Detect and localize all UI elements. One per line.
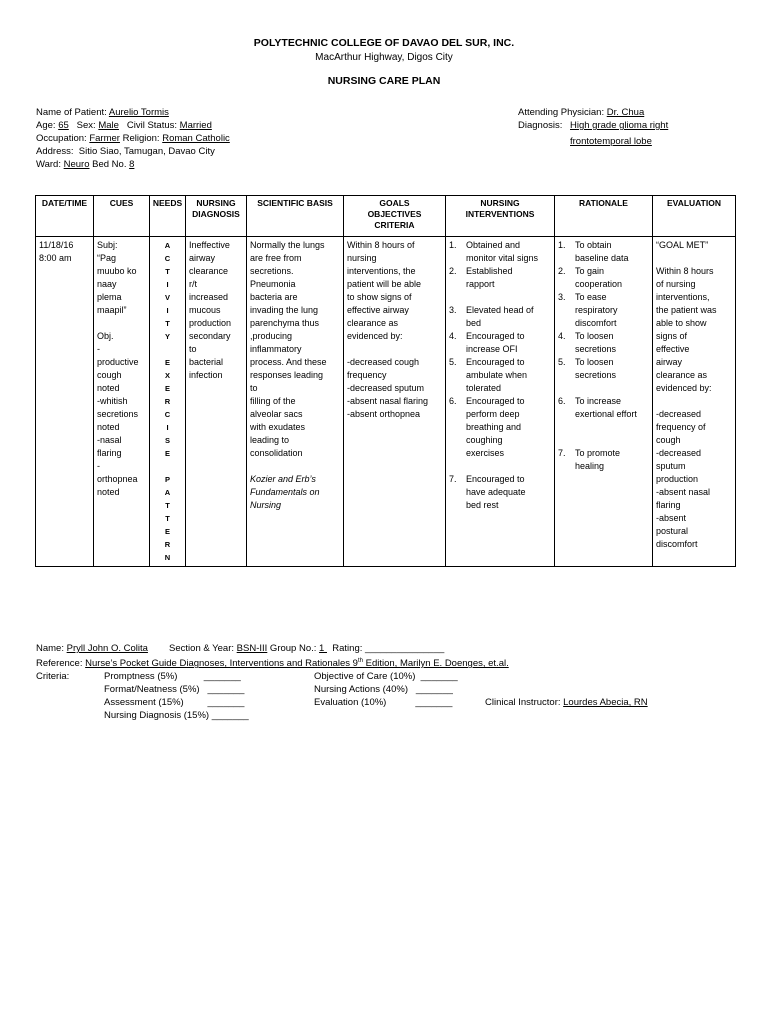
list-number: 7. bbox=[558, 448, 566, 458]
list-item bbox=[558, 291, 649, 330]
list-item bbox=[449, 473, 551, 512]
table-header-row bbox=[36, 196, 736, 237]
list-number: 6. bbox=[449, 396, 457, 406]
list-text bbox=[466, 265, 513, 291]
text-line: tolerated bbox=[466, 383, 502, 393]
list-text bbox=[466, 330, 525, 356]
text-line: noted bbox=[97, 422, 120, 432]
text-line: interventions, bbox=[656, 292, 710, 302]
text-line: nursing bbox=[347, 253, 377, 263]
label: Clinical Instructor: bbox=[485, 697, 564, 709]
text-line: infection bbox=[189, 370, 223, 380]
text-line: inflammatory bbox=[250, 344, 302, 354]
text-line: E bbox=[164, 449, 170, 458]
text-line: I bbox=[166, 306, 169, 315]
text-line: interventions, the bbox=[347, 266, 416, 276]
text-line: Elevated head of bbox=[466, 305, 534, 315]
header-datetime: DATE/TIME bbox=[36, 196, 94, 237]
header-needs: NEEDS bbox=[150, 196, 186, 237]
text-line: To ease bbox=[575, 292, 607, 302]
text-line: To loosen bbox=[575, 331, 614, 341]
text-line: airway bbox=[189, 253, 216, 263]
text-line: bed bbox=[466, 318, 482, 328]
text-line: -whitish bbox=[97, 396, 128, 406]
patient-occupation: Farmer bbox=[89, 133, 120, 144]
text-line bbox=[656, 252, 732, 265]
header-text: DIAGNOSIS bbox=[192, 209, 240, 219]
header-scientific-basis: SCIENTIFIC BASIS bbox=[247, 196, 344, 237]
header-interventions bbox=[446, 196, 555, 237]
list-text bbox=[466, 239, 538, 265]
label: Attending Physician: bbox=[518, 107, 607, 118]
text-line: productive bbox=[97, 357, 139, 367]
sci-basis-text bbox=[250, 239, 340, 460]
label: Age: bbox=[36, 120, 59, 131]
text-line: frequency bbox=[347, 370, 387, 380]
text-line: effective airway bbox=[347, 305, 409, 315]
sci-reference bbox=[250, 473, 340, 512]
reference-sup: th bbox=[357, 658, 363, 664]
text-line bbox=[153, 343, 182, 356]
text-line: perform deep bbox=[466, 409, 520, 419]
text-line: coughing bbox=[466, 435, 503, 445]
text-line: Subj: bbox=[97, 240, 118, 250]
list-item bbox=[558, 356, 649, 382]
text-line: noted bbox=[97, 383, 120, 393]
text-line: -decreased bbox=[656, 409, 702, 419]
text-line: C bbox=[164, 410, 171, 419]
cell-datetime bbox=[36, 237, 94, 567]
text-line: Ineffective bbox=[189, 240, 230, 250]
text-line: r/t bbox=[189, 279, 197, 289]
header-text: NURSING bbox=[480, 198, 520, 208]
cell-evaluation bbox=[653, 237, 736, 567]
text-line: frequency of bbox=[656, 422, 706, 432]
text-line: plema bbox=[97, 292, 122, 302]
list-item bbox=[558, 265, 649, 291]
text-line: Obtained and bbox=[466, 240, 521, 250]
cell-nursing-diagnosis bbox=[186, 237, 247, 567]
text-line: -decreased cough bbox=[347, 357, 420, 367]
text-line: bacterial bbox=[189, 357, 224, 367]
text-line bbox=[97, 317, 146, 330]
text-line: flaring bbox=[97, 448, 122, 458]
reference bbox=[85, 658, 509, 669]
text-line: effective bbox=[656, 344, 690, 354]
text-line: increase OFI bbox=[466, 344, 518, 354]
text-line: discomfort bbox=[575, 318, 617, 328]
text-line: To gain bbox=[575, 266, 605, 276]
list-text bbox=[575, 239, 629, 265]
text-line: S bbox=[164, 436, 170, 445]
list-number: 3. bbox=[558, 292, 566, 302]
rationale-list bbox=[558, 239, 649, 473]
list-text bbox=[575, 291, 618, 330]
list-number: 6. bbox=[558, 396, 566, 406]
text-line: alveolar sacs bbox=[250, 409, 303, 419]
document-header bbox=[0, 37, 768, 87]
text-line: -absent nasal bbox=[656, 487, 711, 497]
list-item bbox=[449, 239, 551, 265]
text-line: with exudates bbox=[250, 422, 306, 432]
text-line: cooperation bbox=[575, 279, 623, 289]
criteria-objective: Objective of Care (10%) _______ bbox=[314, 671, 458, 683]
text-line: discomfort bbox=[656, 539, 698, 549]
list-text bbox=[575, 265, 622, 291]
list-number: 2. bbox=[558, 266, 566, 276]
reference-line: Nursing bbox=[250, 500, 282, 510]
text-line: leading to bbox=[250, 435, 290, 445]
reference-text: Nurse’s Pocket Guide Diagnoses, Interventions and Rationales 9 bbox=[85, 658, 358, 670]
text-line: flaring bbox=[656, 500, 681, 510]
list-text bbox=[466, 304, 534, 330]
criteria-label: Criteria: bbox=[36, 671, 70, 683]
text-line: production bbox=[656, 474, 699, 484]
label: Rating: bbox=[326, 643, 366, 654]
text-line: R bbox=[164, 540, 171, 549]
text-line: - bbox=[97, 461, 100, 471]
list-text bbox=[575, 395, 637, 421]
text-line: T bbox=[165, 514, 170, 523]
header-nursing-diagnosis bbox=[186, 196, 247, 237]
patient-address: Sitio Siao, Tamugan, Davao City bbox=[78, 146, 215, 157]
list-number: 7. bbox=[449, 474, 457, 484]
text-line: E bbox=[164, 384, 170, 393]
patient-bed: 8 bbox=[129, 159, 135, 170]
text-line: postural bbox=[656, 526, 689, 536]
list-text bbox=[575, 447, 620, 473]
text-line: T bbox=[165, 319, 170, 328]
text-line: Within 8 hours bbox=[656, 266, 714, 276]
text-line: muubo ko bbox=[97, 266, 137, 276]
text-line: -nasal bbox=[97, 435, 122, 445]
list-number: 4. bbox=[558, 331, 566, 341]
reference-line: Kozier and Erb’s bbox=[250, 474, 316, 484]
text-line: Normally the lungs bbox=[250, 240, 325, 250]
text-line: respiratory bbox=[575, 305, 618, 315]
instructor-name: Lourdes Abecia, RN bbox=[563, 697, 648, 709]
text-line: -absent nasal flaring bbox=[347, 396, 429, 406]
list-item bbox=[558, 239, 649, 265]
header-evaluation: EVALUATION bbox=[653, 196, 736, 237]
text-line: “GOAL MET” bbox=[656, 240, 709, 250]
text-line: healing bbox=[575, 461, 605, 471]
text-line: patient will be able bbox=[347, 279, 422, 289]
text-line: clearance as bbox=[656, 370, 708, 380]
list-text bbox=[466, 473, 526, 512]
interventions-list bbox=[449, 239, 551, 512]
text-line: evidenced by: bbox=[656, 383, 712, 393]
text-line: sputum bbox=[656, 461, 686, 471]
text-line: ,producing bbox=[250, 331, 293, 341]
text-line: P bbox=[164, 475, 170, 484]
text-line: mucous bbox=[189, 305, 221, 315]
text-line: Established bbox=[466, 266, 513, 276]
clinical-instructor bbox=[485, 696, 648, 709]
group-number: 1 bbox=[319, 643, 327, 654]
text-line: Within 8 hours of bbox=[347, 240, 415, 250]
text-line bbox=[347, 343, 442, 356]
text-line: of nursing bbox=[656, 279, 696, 289]
rating-blank: _______________ bbox=[365, 643, 445, 654]
label: Name: bbox=[36, 643, 67, 654]
text-line: secretions bbox=[97, 409, 139, 419]
diagnosis-label: Diagnosis: bbox=[518, 120, 563, 131]
text-line: - bbox=[97, 344, 100, 354]
text-line: A bbox=[164, 241, 171, 250]
text-line: E bbox=[164, 527, 170, 536]
table-row bbox=[36, 237, 736, 567]
text-line: bacteria are bbox=[250, 292, 298, 302]
text-line: parenchyma thus bbox=[250, 318, 320, 328]
label: Section & Year: bbox=[147, 643, 237, 654]
patient-ward: Neuro bbox=[63, 159, 90, 170]
patient-religion: Roman Catholic bbox=[162, 133, 230, 144]
text-line: responses leading bbox=[250, 370, 324, 380]
text-line: C bbox=[164, 254, 171, 263]
text-line: are free from bbox=[250, 253, 302, 263]
text-line: to bbox=[189, 344, 197, 354]
text-line: secretions. bbox=[250, 266, 294, 276]
time-text: 8:00 am bbox=[39, 253, 72, 263]
text-line: Obj. bbox=[97, 331, 114, 341]
text-line: breathing and bbox=[466, 422, 522, 432]
label: Address: bbox=[36, 146, 79, 157]
physician-info bbox=[518, 106, 668, 150]
text-line: the patient was bbox=[656, 305, 717, 315]
text-line: rapport bbox=[466, 279, 495, 289]
header-text: CRITERIA bbox=[374, 220, 415, 230]
text-line: Encouraged to bbox=[466, 396, 525, 406]
text-line: E bbox=[164, 358, 170, 367]
list-number: 5. bbox=[449, 357, 457, 367]
text-line: A bbox=[164, 488, 171, 497]
text-line: exercises bbox=[466, 448, 505, 458]
diagnosis-line: High grade glioma right bbox=[570, 120, 669, 131]
text-line: secretions bbox=[575, 370, 617, 380]
header-text: INTERVENTIONS bbox=[465, 209, 535, 219]
text-line: X bbox=[164, 371, 170, 380]
reference-text: Edition, Marilyn E. Doenges, et.al. bbox=[362, 658, 509, 670]
footer bbox=[36, 642, 736, 722]
text-line: R bbox=[164, 397, 171, 406]
list-item bbox=[449, 265, 551, 291]
label: Ward: bbox=[36, 159, 64, 170]
text-line: -absent orthopnea bbox=[347, 409, 421, 419]
text-line: increased bbox=[189, 292, 229, 302]
text-line: secondary bbox=[189, 331, 231, 341]
cell-rationale bbox=[555, 237, 653, 567]
text-line: to show signs of bbox=[347, 292, 412, 302]
patient-name: Aurelio Tormis bbox=[108, 107, 169, 118]
patient-civil-status: Married bbox=[179, 120, 212, 131]
text-line: To promote bbox=[575, 448, 621, 458]
institution-name: POLYTECHNIC COLLEGE OF DAVAO DEL SUR, INC. bbox=[253, 37, 515, 49]
text-line: consolidation bbox=[250, 448, 303, 458]
text-line: “Pag bbox=[97, 253, 117, 263]
label: Group No.: bbox=[267, 643, 320, 654]
criteria-nursing-diagnosis: Nursing Diagnosis (15%) _______ bbox=[104, 710, 249, 722]
list-number: 1. bbox=[449, 240, 457, 250]
list-text bbox=[575, 356, 616, 382]
criteria-grid bbox=[36, 670, 736, 722]
text-line: baseline data bbox=[575, 253, 629, 263]
text-line: N bbox=[164, 553, 171, 562]
header-text: GOALS bbox=[379, 198, 410, 208]
text-line: monitor vital signs bbox=[466, 253, 539, 263]
care-plan-table bbox=[35, 195, 736, 567]
text-line: Encouraged to bbox=[466, 331, 525, 341]
label: Bed No. bbox=[89, 159, 130, 170]
list-number: 5. bbox=[558, 357, 566, 367]
text-line: I bbox=[166, 423, 169, 432]
list-number: 4. bbox=[449, 331, 457, 341]
cell-scientific-basis bbox=[247, 237, 344, 567]
text-line: To increase bbox=[575, 396, 622, 406]
list-number: 1. bbox=[558, 240, 566, 250]
label: Sex: bbox=[68, 120, 99, 131]
criteria-assessment: Assessment (15%) _______ bbox=[104, 697, 245, 709]
text-line: evidenced by: bbox=[347, 331, 403, 341]
label: Civil Status: bbox=[118, 120, 180, 131]
text-line: maapil” bbox=[97, 305, 127, 315]
text-line: Encouraged to bbox=[466, 474, 525, 484]
text-line bbox=[656, 395, 732, 408]
header-goals bbox=[344, 196, 446, 237]
list-number: 2. bbox=[449, 266, 457, 276]
text-line: signs of bbox=[656, 331, 688, 341]
text-line: V bbox=[164, 293, 170, 302]
text-line: Encouraged to bbox=[466, 357, 525, 367]
label: Reference: bbox=[36, 658, 86, 670]
text-line: airway bbox=[656, 357, 683, 367]
list-text bbox=[466, 356, 527, 395]
text-line: bed rest bbox=[466, 500, 499, 510]
text-line: cough bbox=[97, 370, 122, 380]
list-number: 3. bbox=[449, 305, 457, 315]
text-line: To loosen bbox=[575, 357, 614, 367]
text-line: To obtain bbox=[575, 240, 612, 250]
list-text bbox=[466, 395, 525, 460]
physician-name: Dr. Chua bbox=[606, 107, 645, 118]
cell-cues bbox=[94, 237, 150, 567]
section-year: BSN-III bbox=[236, 643, 268, 654]
text-line: clearance bbox=[189, 266, 229, 276]
text-line: secretions bbox=[575, 344, 617, 354]
text-line: T bbox=[165, 267, 170, 276]
list-item bbox=[449, 304, 551, 330]
text-line: noted bbox=[97, 487, 120, 497]
text-line: T bbox=[165, 501, 170, 510]
criteria-promptness: Promptness (5%) _______ bbox=[104, 671, 241, 683]
list-item bbox=[558, 395, 649, 421]
header-text: NURSING bbox=[196, 198, 236, 208]
reference-line: Fundamentals on bbox=[250, 487, 320, 497]
criteria-evaluation: Evaluation (10%) _______ bbox=[314, 697, 453, 709]
list-text bbox=[575, 330, 616, 356]
text-line: to bbox=[250, 383, 258, 393]
text-line: invading the lung bbox=[250, 305, 319, 315]
text-line: able to show bbox=[656, 318, 707, 328]
diagnosis-line: frontotemporal lobe bbox=[570, 136, 652, 147]
label: Religion: bbox=[119, 133, 163, 144]
text-line: I bbox=[166, 280, 169, 289]
list-item bbox=[449, 330, 551, 356]
header-text: OBJECTIVES bbox=[367, 209, 422, 219]
patient-age: 65 bbox=[58, 120, 69, 131]
text-line bbox=[153, 460, 182, 473]
text-line: Pneumonia bbox=[250, 279, 296, 289]
text-line: filling of the bbox=[250, 396, 296, 406]
label: Name of Patient: bbox=[36, 107, 109, 118]
text-line: -decreased bbox=[656, 448, 702, 458]
list-item bbox=[558, 330, 649, 356]
cell-needs bbox=[150, 237, 186, 567]
criteria-format: Format/Neatness (5%) _______ bbox=[104, 684, 245, 696]
criteria-actions: Nursing Actions (40%) _______ bbox=[314, 684, 453, 696]
institution-address: MacArthur Highway, Digos City bbox=[315, 52, 453, 63]
list-item bbox=[449, 356, 551, 395]
label: Occupation: bbox=[36, 133, 90, 144]
text-line: naay bbox=[97, 279, 117, 289]
text-line: -decreased sputum bbox=[347, 383, 425, 393]
text-line: have adequate bbox=[466, 487, 526, 497]
patient-info bbox=[36, 106, 230, 171]
date-text: 11/18/16 bbox=[39, 240, 74, 250]
text-line: Y bbox=[164, 332, 170, 341]
student-name: Pryll John O. Colita bbox=[66, 643, 148, 654]
cell-interventions bbox=[446, 237, 555, 567]
list-item bbox=[449, 395, 551, 460]
cell-goals bbox=[344, 237, 446, 567]
text-line: production bbox=[189, 318, 232, 328]
list-item bbox=[558, 447, 649, 473]
text-line: clearance as bbox=[347, 318, 399, 328]
text-line: orthopnea bbox=[97, 474, 138, 484]
header-rationale: RATIONALE bbox=[555, 196, 653, 237]
text-line: cough bbox=[656, 435, 681, 445]
text-line: ambulate when bbox=[466, 370, 528, 380]
text-line: -absent bbox=[656, 513, 687, 523]
patient-sex: Male bbox=[98, 120, 119, 131]
header-cues: CUES bbox=[94, 196, 150, 237]
document-title: NURSING CARE PLAN bbox=[327, 75, 441, 87]
text-line: exertional effort bbox=[575, 409, 637, 419]
text-line: process. And these bbox=[250, 357, 327, 367]
